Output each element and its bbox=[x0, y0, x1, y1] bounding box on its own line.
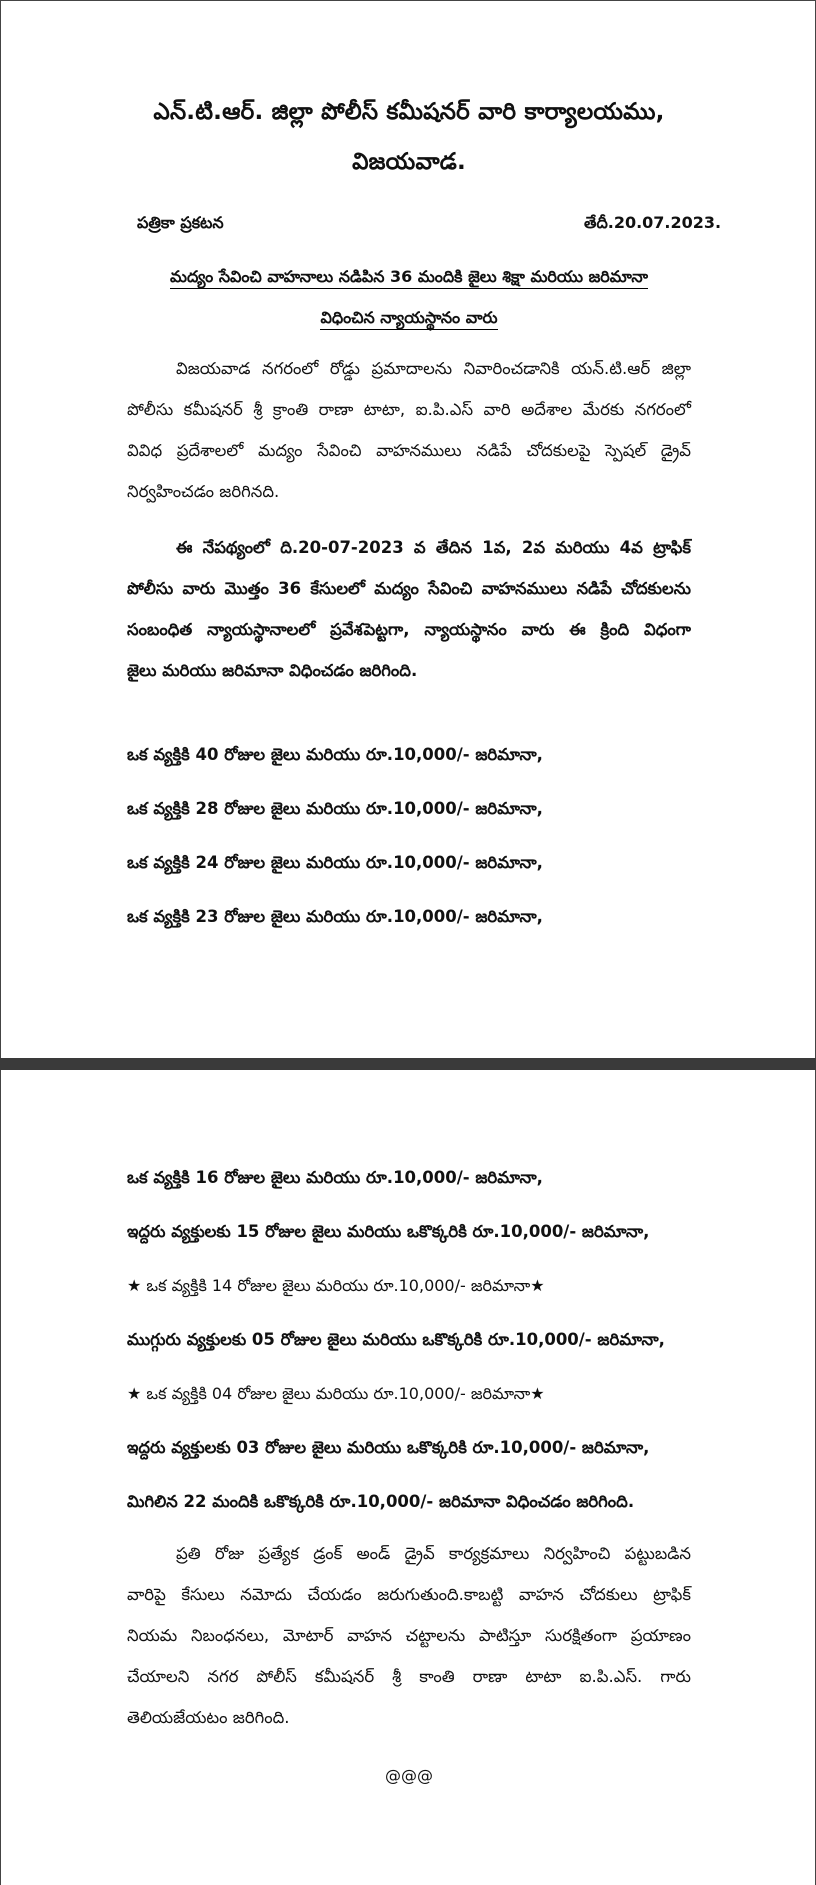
office-title-line1: ఎన్.టి.ఆర్. జిల్లా పోలీస్ కమీషనర్ వారి కార్యాలయము, bbox=[153, 99, 665, 125]
subject-line2: విధించిన న్యాయస్థానం వారు bbox=[320, 308, 497, 330]
penalty-item: ★ ఒక వ్యక్తికి 14 రోజుల జైలు మరియు రూ.10,000/- జరిమానా★ bbox=[127, 1276, 545, 1295]
para3-line: ప్రతి రోజు ప్రత్యేక డ్రంక్ అండ్ డ్రైవ్ కార్యక్రమాలు నిర్వహించి పట్టుబడిన bbox=[176, 1544, 691, 1563]
para1-line: వివిధ ప్రదేశాలలో మద్యం సేవించి వాహనములు నడిపే చోదకులపై స్పెషల్ డ్రైవ్ bbox=[127, 441, 691, 460]
para3-line: చేయాలని నగర పోలీస్ కమీషనర్ శ్రీ కాంతి రాణా టాటా ఐ.పి.ఎస్. గారు bbox=[127, 1667, 691, 1686]
para1-line: పోలీసు కమీషనర్ శ్రీ క్రాంతి రాణా టాటా, ఐ.పి.ఎస్ వారి అదేశాల మేరకు నగరంలో bbox=[127, 400, 691, 419]
para3-line: నియమ నిబంధనలు, మోటార్ వాహన చట్టాలను పాటిస్తూ సురక్షితంగా ప్రయాణం bbox=[127, 1626, 691, 1645]
para2-line: ఈ నేపథ్యంలో ది.20-07-2023 వ తేదిన 1వ, 2వ మరియు 4వ ట్రాఫిక్ bbox=[176, 538, 691, 557]
penalty-item: ఒక వ్యక్తికి 24 రోజుల జైలు మరియు రూ.10,000/- జరిమానా, bbox=[127, 853, 543, 872]
penalty-item: ★ ఒక వ్యక్తికి 04 రోజుల జైలు మరియు రూ.10,000/- జరిమానా★ bbox=[127, 1384, 545, 1403]
para3-line: తెలియజేయటం జరిగింది. bbox=[127, 1708, 290, 1727]
press-release-label: పత్రికా ప్రకటన bbox=[137, 213, 224, 232]
office-title-line2: విజయవాడ. bbox=[352, 149, 466, 175]
para1-line: నిర్వహించడం జరిగినది. bbox=[127, 482, 280, 501]
subject-line1: మద్యం సేవించి వాహనాలు నడిపిన 36 మందికి జైలు శిక్షా మరియు జరిమానా bbox=[170, 267, 648, 289]
penalty-item: ఒక వ్యక్తికి 23 రోజుల జైలు మరియు రూ.10,000/- జరిమానా, bbox=[127, 907, 543, 926]
para2-line: సంబంధిత న్యాయస్థానాలలో ప్రవేశపెట్టగా, న్యాయస్థానం వారు ఈ క్రింది విధంగా bbox=[127, 620, 691, 639]
penalty-item: ఒక వ్యక్తికి 16 రోజుల జైలు మరియు రూ.10,000/- జరిమానా, bbox=[127, 1168, 543, 1187]
end-mark: @@@ bbox=[385, 1766, 433, 1785]
page-separator bbox=[0, 1058, 816, 1070]
subject-line2-wrap bbox=[1, 308, 816, 331]
para2-line: జైలు మరియు జరిమానా విధించడం జరిగింది. bbox=[127, 661, 418, 680]
penalty-item: ముగ్గురు వ్యక్తులకు 05 రోజుల జైలు మరియు ఒకొక్కరికి రూ.10,000/- జరిమానా, bbox=[127, 1330, 665, 1349]
penalty-item: ఒక వ్యక్తికి 28 రోజుల జైలు మరియు రూ.10,000/- జరిమానా, bbox=[127, 799, 543, 818]
subject-line1-wrap bbox=[1, 267, 816, 290]
document-page-2 bbox=[0, 1070, 816, 1885]
para3-line: వారిపై కేసులు నమోదు చేయడం జరుగుతుంది.కాబట్టి వాహన చోదకులు ట్రాఫిక్ bbox=[127, 1585, 691, 1604]
penalty-item: ఇద్దరు వ్యక్తులకు 03 రోజుల జైలు మరియు ఒకొక్కరికి రూ.10,000/- జరిమానా, bbox=[127, 1438, 650, 1457]
para2-line: పోలీసు వారు మొత్తం 36 కేసులలో మద్యం సేవించి వాహనములు నడిపే చోదకులను bbox=[127, 579, 691, 598]
penalty-item: మిగిలిన 22 మందికి ఒకొక్కరికి రూ.10,000/- జరిమానా విధించడం జరిగింది. bbox=[127, 1492, 635, 1511]
release-date: తేదీ.20.07.2023. bbox=[584, 213, 722, 232]
penalty-item: ఒక వ్యక్తికి 40 రోజుల జైలు మరియు రూ.10,000/- జరిమానా, bbox=[127, 745, 543, 764]
para1-line: విజయవాడ నగరంలో రోడ్డు ప్రమాదాలను నివారించడానికి యన్.టి.ఆర్ జిల్లా bbox=[176, 359, 691, 378]
penalty-item: ఇద్దరు వ్యక్తులకు 15 రోజుల జైలు మరియు ఒకొక్కరికి రూ.10,000/- జరిమానా, bbox=[127, 1222, 650, 1241]
